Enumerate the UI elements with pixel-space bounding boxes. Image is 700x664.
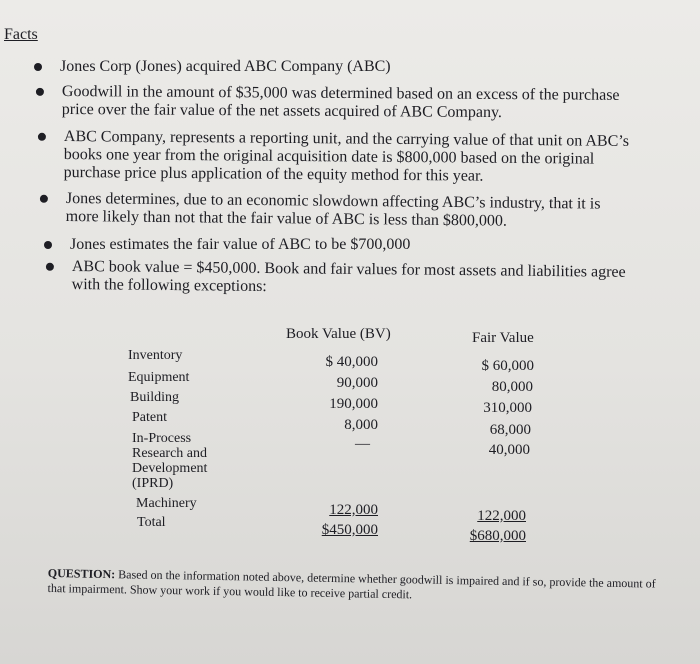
question-body: Based on the information noted above, determine whether goodwill is impaired and if so, provide the amount of that impairment. Show your work if you would like to receive partial credit. — [47, 567, 656, 602]
bullet-line: price over the fair value of the net assets acquired of ABC Company. — [61, 100, 503, 122]
fv-building: 310,000 — [483, 400, 532, 416]
bullet-line: with the following exceptions: — [71, 275, 267, 296]
bv-patent: 8,000 — [344, 417, 378, 433]
row-label-building: Building — [130, 390, 180, 405]
row-label-inventory: Inventory — [128, 348, 183, 363]
bullet-line: Jones determines, due to an economic slowdown affecting ABC’s industry, that it is — [65, 190, 601, 213]
bullet-line: purchase price plus application of the equity method for this year. — [63, 163, 484, 185]
row-label-patent: Patent — [132, 410, 167, 425]
fv-iprd: 40,000 — [488, 442, 530, 458]
fv-equipment: 80,000 — [491, 379, 533, 395]
fv-total: $680,000 — [469, 528, 526, 544]
fv-machinery: 122,000 — [477, 508, 526, 524]
row-label-line: In-Process — [132, 431, 192, 446]
bv-total: $450,000 — [321, 522, 378, 538]
row-label-total: Total — [137, 515, 166, 530]
bullet-line: ABC book value = $450,000. Book and fair values for most assets and liabilities agree — [71, 258, 626, 281]
fair-value-header: Fair Value — [472, 330, 534, 346]
row-label-line: Development — [132, 461, 208, 476]
row-label-machinery: Machinery — [136, 496, 197, 511]
row-label-line: Research and — [132, 446, 208, 461]
bullet-line: books one year from the original acquisition date is $800,000 based on the original — [63, 145, 595, 168]
fv-patent: 68,000 — [489, 422, 531, 438]
row-label-equipment: Equipment — [128, 370, 190, 385]
row-label-iprd — [132, 431, 207, 491]
bv-equipment: 90,000 — [336, 375, 378, 391]
bv-machinery: 122,000 — [329, 502, 378, 518]
facts-heading: Facts — [4, 26, 38, 43]
bullet-line: more likely than not that the fair value of ABC is less than $800,000. — [65, 207, 508, 230]
fv-inventory: $ 60,000 — [481, 358, 534, 374]
bullet-line: Jones Corp (Jones) acquired ABC Company (ABC) — [60, 58, 391, 75]
bullet-line: Jones estimates the fair value of ABC to be $700,000 — [70, 236, 411, 253]
question-label: QUESTION: — [47, 566, 116, 582]
bv-building: 190,000 — [329, 396, 378, 412]
bullet-line: Goodwill in the amount of $35,000 was determined based on an excess of the purchase — [61, 83, 620, 104]
row-label-line: (IPRD) — [132, 476, 174, 491]
book-value-header: Book Value (BV) — [286, 326, 391, 342]
bv-iprd: — — [355, 436, 370, 452]
bullet-line: ABC Company, represents a reporting unit, and the carrying value of that unit on ABC’s — [63, 128, 630, 150]
bv-inventory: $ 40,000 — [325, 354, 378, 370]
